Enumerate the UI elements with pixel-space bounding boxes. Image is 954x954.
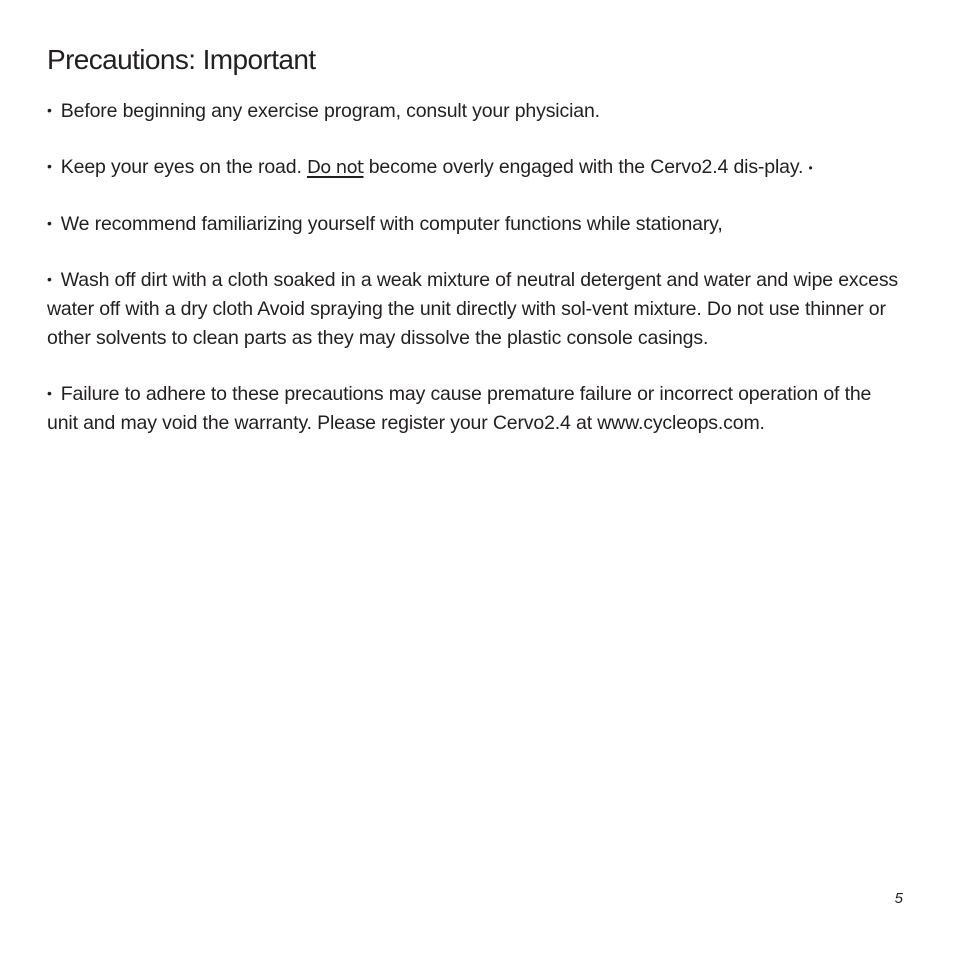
precaution-text: Keep your eyes on the road.	[60, 156, 307, 178]
page-number: 5	[894, 890, 903, 907]
precautions-list	[47, 96, 905, 464]
precaution-item-road	[47, 152, 905, 183]
precaution-text: Before beginning any exercise program, consult your physician.	[60, 100, 600, 122]
precaution-text-continued: become overly engaged with the Cervo2.4 dis-play.	[363, 156, 809, 178]
bullet-icon: •	[47, 215, 52, 231]
precaution-item-stationary	[47, 209, 905, 239]
precaution-item-cleaning	[47, 265, 905, 353]
do-not-emphasis: Do not	[306, 157, 364, 178]
precaution-text: We recommend familiarizing yourself with computer functions while stationary,	[60, 213, 723, 235]
bullet-icon: •	[47, 385, 52, 401]
trailing-bullet-icon: •	[808, 161, 813, 175]
bullet-icon: •	[47, 102, 52, 118]
precaution-text: Wash off dirt with a cloth soaked in a weak mixture of neutral detergent and water and wipe excess water off with a dry cloth Avoid spraying the unit directly with sol-vent mixture. Do not use thinner or other solvents to clean parts as they may dissolve the plastic console casings.	[47, 269, 899, 349]
precaution-item-physician	[47, 96, 905, 126]
bullet-icon: •	[47, 158, 52, 174]
bullet-icon: •	[47, 271, 52, 287]
precaution-item-warranty	[47, 379, 905, 438]
page-title: Precautions: Important	[47, 44, 316, 75]
precaution-text: Failure to adhere to these precautions may cause premature failure or incorrect operation of the unit and may void the warranty. Please register your Cervo2.4 at www.cycleops.com.	[47, 383, 872, 434]
